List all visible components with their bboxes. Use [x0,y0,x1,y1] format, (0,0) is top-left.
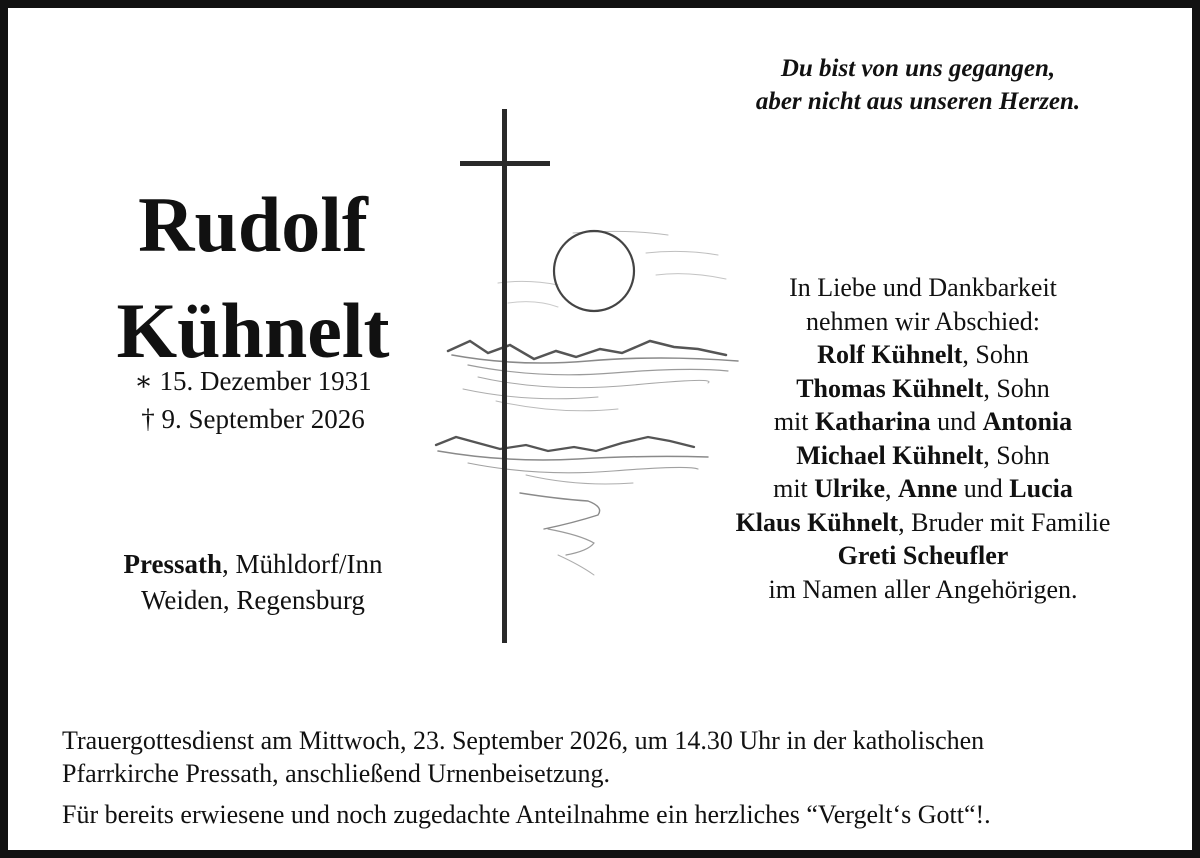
deceased-name [68,172,438,384]
mourner-name: Ulrike [814,474,886,503]
places [68,546,438,618]
moon-icon [554,231,634,311]
connector-text: und [957,474,1010,503]
thanks-line: Für bereits erwiesene und noch zugedachte Anteilnahme ein herzliches “Vergelt‘s Gott“!. [62,800,991,829]
mourner-klaus [698,506,1148,540]
closing-line: im Namen aller Angehörigen. [768,574,1078,604]
last-name: Kühnelt [116,287,390,374]
intro-line-2: nehmen wir Abschied: [806,306,1040,336]
service-line-1: Trauergottesdienst am Mittwoch, 23. September 2026, um 14.30 Uhr in der katholischen [62,726,985,755]
intro-line-1: In Liebe und Dankbarkeit [789,273,1057,302]
mourner-name: Lucia [1009,474,1073,503]
landscape-sketch-icon [436,231,738,575]
mourner-rolf [698,338,1148,372]
mourner-relation: , Sohn [983,440,1050,470]
mourner-thomas [698,372,1148,406]
connector-text: und [930,407,983,436]
death-date-line [68,400,438,438]
mourner-thomas-family [698,405,1148,439]
life-dates [68,362,438,438]
cross-icon [460,109,550,643]
service-line-2: Pfarrkirche Pressath, anschließend Urnenbeisetzung. [62,759,610,788]
birth-date: 15. Dezember 1931 [159,366,372,396]
death-dagger-icon: † [141,404,155,434]
death-date: 9. September 2026 [161,404,365,434]
mourners-list [698,271,1148,606]
places-line-1 [68,546,438,582]
mourner-name: Rolf Kühnelt [817,340,963,369]
mourner-name: Greti Scheufler [837,541,1009,570]
connector-text: mit [773,474,815,503]
mourner-name: Thomas Kühnelt [796,373,984,403]
place-secondary: , Mühldorf/Inn [222,549,383,579]
mourner-name: Michael Kühnelt [796,440,984,470]
mourner-michael [698,439,1148,473]
mourner-relation: , Sohn [983,373,1050,403]
mourner-greti [698,539,1148,573]
mourner-relation: , Sohn [962,340,1029,369]
connector-text: mit [773,407,815,436]
mourner-michael-family [698,472,1148,506]
mourner-name: Antonia [982,407,1073,436]
birth-star-icon: ∗ [134,366,153,396]
connector-text: , [885,474,899,503]
place-main: Pressath [123,549,222,579]
birth-date-line [68,362,438,400]
mourner-name: Anne [898,474,958,503]
motto-line-1: Du bist von uns gegangen, [780,55,1056,82]
places-line-2: Weiden, Regensburg [141,585,365,615]
motto-line-2: aber nicht aus unseren Herzen. [755,88,1081,115]
mourner-name: Klaus Kühnelt [735,507,899,537]
mourner-relation: , Bruder mit Familie [898,507,1111,537]
first-name: Rudolf [138,181,368,268]
mourner-name: Katharina [815,407,931,436]
service-notice [62,724,1162,831]
